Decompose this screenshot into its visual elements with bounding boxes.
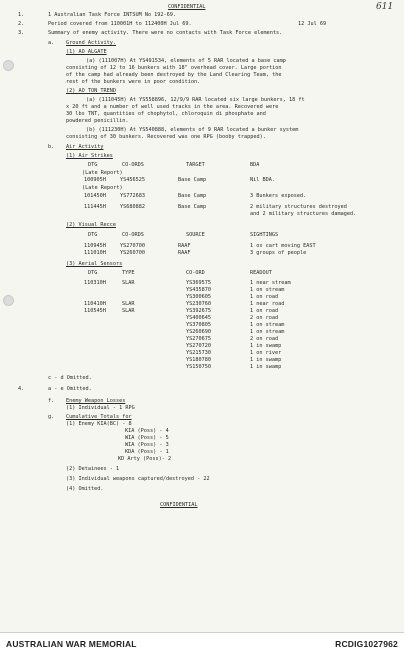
punch-hole — [3, 60, 14, 71]
sub-label: a. — [48, 40, 55, 46]
sensor-coord-cell: YS215730 — [186, 350, 211, 356]
section-heading: Enemy Weapon Losses — [66, 398, 126, 404]
para-number: 2. — [18, 21, 25, 27]
table-cell: 100905H — [84, 177, 106, 183]
table-cell: YS456525 — [120, 177, 145, 183]
sensor-readout-cell: 1 on road — [250, 294, 279, 300]
table-cell: Nil BDA. — [250, 177, 275, 183]
sensor-readout-cell: 1 on road — [250, 308, 279, 314]
column-header: SOURCE — [186, 232, 205, 238]
totals-line: (3) Individual weapons captured/destroyed - 22 — [66, 476, 210, 482]
sensor-coord-cell: YS369575 — [186, 280, 211, 286]
archive-footer — [0, 632, 404, 655]
sensor-coord-cell: YS260690 — [186, 329, 211, 335]
table-cell: Base Camp — [178, 177, 207, 183]
sensor-coord-cell: YS230760 — [186, 301, 211, 307]
sensor-readout-cell: 1 near stream — [250, 280, 291, 286]
table-cell: (Late Report) — [82, 185, 123, 191]
sensor-coord-cell: YS300605 — [186, 294, 211, 300]
sensor-readout-cell: 2 on road — [250, 336, 279, 342]
sensor-readout-cell: 1 in swamp — [250, 357, 282, 363]
section-heading: Air Activity — [66, 144, 104, 150]
section-heading: Cumulative Totals for — [66, 414, 132, 420]
subsection-heading: (1) AO ALGATE — [66, 49, 107, 55]
sensor-type-cell: SLAR — [122, 280, 135, 286]
table-cell: and 2 military structures damaged. — [250, 211, 357, 217]
sensor-coord-cell: YS435870 — [186, 287, 211, 293]
sensor-readout-cell: 1 in swamp — [250, 343, 282, 349]
table-cell: Base Camp — [178, 204, 207, 210]
sensor-coord-cell: YS400645 — [186, 315, 211, 321]
sensor-type-cell: SLAR — [122, 308, 135, 314]
paragraph-line: (a) (111007H) At YS491534, elements of 5 RAR located a base camp — [86, 58, 286, 64]
column-header: TYPE — [122, 270, 135, 276]
paragraph-line: 30 lbs TNT, quantities of chophytol, chloroquin di phosphate and — [66, 111, 266, 117]
sub-label: f. — [48, 398, 55, 404]
para-number: 3. — [18, 30, 25, 36]
table-cell: 111445H — [84, 204, 106, 210]
table-cell: YS270700 — [120, 243, 145, 249]
paragraph-line: powdered penicillin. — [66, 118, 129, 124]
subsection-heading: (1) Air Strikes — [66, 153, 113, 159]
table-cell: RAAF — [178, 250, 191, 256]
column-header: CO-ORD — [186, 270, 205, 276]
sensor-readout-cell: 1 on stream — [250, 329, 285, 335]
paragraph-line: consisting of 12 to 16 bunkers with 18" overhead cover. Large portion — [66, 65, 282, 71]
totals-line: (2) Detainees - 1 — [66, 466, 120, 472]
table-cell: 111010H — [84, 250, 106, 256]
column-header: BDA — [250, 162, 260, 168]
classification-bottom: CONFIDENTIAL — [160, 502, 198, 508]
sensor-dtg-cell: 110410H — [84, 301, 106, 307]
column-header: CO-ORDS — [122, 162, 144, 168]
table-cell: YS260700 — [120, 250, 145, 256]
column-header: CO-ORDS — [122, 232, 144, 238]
paragraph-line: (a) (111045H) At YS558896, 12/9/9 RAR located six large bunkers, 18 ft — [86, 97, 305, 103]
period-covered: Period covered from 110001H to 112400H Jul 69. — [48, 21, 192, 27]
totals-line: KDA (Poss) - 1 — [125, 449, 169, 455]
column-header: READOUT — [250, 270, 272, 276]
sensor-coord-cell: YS370805 — [186, 322, 211, 328]
summary-line: Summary of enemy activity. There were no contacts with Task Force elements. — [48, 30, 283, 36]
paragraph-line: of the camp had already been destroyed by the Land Clearing Team, the — [66, 72, 282, 78]
classification-top: CONFIDENTIAL — [168, 4, 206, 10]
table-cell: 110945H — [84, 243, 106, 249]
totals-line: KIA (Poss) - 4 — [125, 428, 169, 434]
omitted-line: a - e Omitted. — [48, 386, 92, 392]
sensor-coord-cell: YS270720 — [186, 343, 211, 349]
sensor-readout-cell: 1 on river — [250, 350, 282, 356]
subsection-heading: (2) AO TON TREND — [66, 88, 116, 94]
sensor-readout-cell: 1 on stream — [250, 322, 285, 328]
report-date: 12 Jul 69 — [298, 21, 327, 27]
omitted-line: c - d Omitted. — [48, 375, 92, 381]
totals-line: WIA (Poss) - 3 — [125, 442, 169, 448]
para-number: 4. — [18, 386, 25, 392]
column-header: DTG — [88, 270, 98, 276]
totals-line: (1) Enemy KIA(BC) - 8 — [66, 421, 132, 427]
sensor-dtg-cell: 110310H — [84, 280, 106, 286]
subsection-heading: (3) Aerial Sensors — [66, 261, 123, 267]
sensor-coord-cell: YS180780 — [186, 357, 211, 363]
column-header: TARGET — [186, 162, 205, 168]
section-heading: Ground Activity. — [66, 40, 116, 46]
paragraph-line: (b) (111230H) At YS540888, elements of 9 RAR located a bunker system — [86, 127, 299, 133]
table-cell: 1 ox cart moving EAST — [250, 243, 316, 249]
totals-line: WIA (Poss) - 5 — [125, 435, 169, 441]
table-cell: Base Camp — [178, 193, 207, 199]
totals-line: (4) Omitted. — [66, 486, 104, 492]
sub-label: g. — [48, 414, 55, 420]
sub-label: b. — [48, 144, 55, 150]
table-cell: (Late Report) — [82, 170, 123, 176]
sensor-readout-cell: 2 on road — [250, 315, 279, 321]
page-mark: 611 — [376, 2, 394, 12]
totals-line: KD Arty (Poss)- 2 — [118, 456, 172, 462]
column-header: DTG — [88, 232, 98, 238]
column-header: SIGHTINGS — [250, 232, 279, 238]
report-title: 1 Australian Task Force INTSUM No 192-69. — [48, 12, 177, 18]
table-cell: 3 Bunkers exposed. — [250, 193, 307, 199]
paragraph-line: x 20 ft and a number of well used tracks in the area. Recovered were — [66, 104, 279, 110]
table-cell: 3 groups of people — [250, 250, 307, 256]
paragraph-line: rest of the bunkers were in poor condition. — [66, 79, 201, 85]
table-cell: 101450H — [84, 193, 106, 199]
subsection-heading: (2) Visual Recce — [66, 222, 116, 228]
paragraph-line: consisting of 30 bunkers. Recovered was one RPG (booby trapped). — [66, 134, 266, 140]
table-cell: RAAF — [178, 243, 191, 249]
sensor-dtg-cell: 110545H — [84, 308, 106, 314]
sensor-coord-cell: YS150750 — [186, 364, 211, 370]
sensor-readout-cell: 1 near road — [250, 301, 285, 307]
sensor-type-cell: SLAR — [122, 301, 135, 307]
table-cell: YS680882 — [120, 204, 145, 210]
sensor-readout-cell: 1 in swamp — [250, 364, 282, 370]
column-header: DTG — [88, 162, 98, 168]
table-cell: YS772683 — [120, 193, 145, 199]
punch-hole — [3, 295, 14, 306]
para-number: 1. — [18, 12, 25, 18]
sensor-readout-cell: 1 on stream — [250, 287, 285, 293]
sensor-coord-cell: YS392675 — [186, 308, 211, 314]
weapon-loss-line: (1) Individual - 1 RPG — [66, 405, 135, 411]
sensor-coord-cell: YS270675 — [186, 336, 211, 342]
archive-id: RCDIG1027962 — [335, 639, 398, 649]
table-cell: 2 military structures destroyed — [250, 204, 347, 210]
archive-name: AUSTRALIAN WAR MEMORIAL — [6, 639, 137, 649]
